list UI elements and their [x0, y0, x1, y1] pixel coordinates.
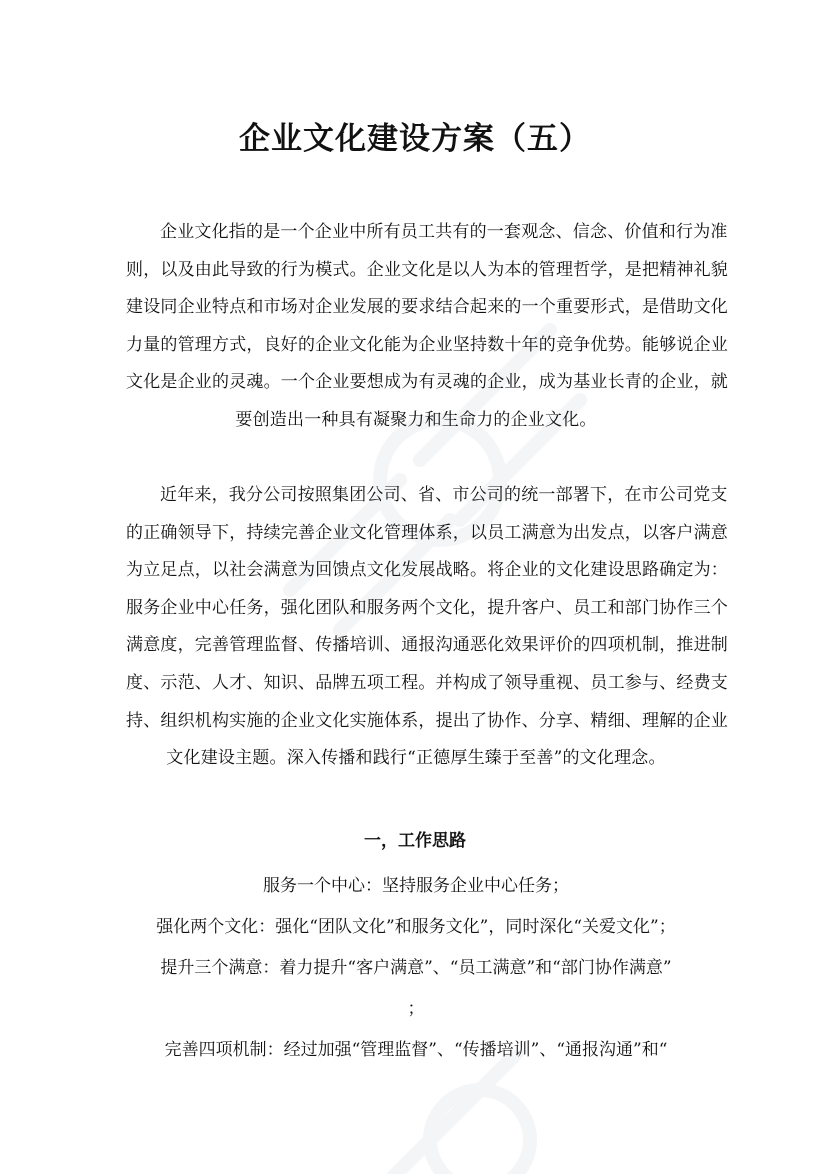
- list-item: 完善四项机制：经过加强“管理监督”、“传播培训”、“通报沟通”和“: [164, 1040, 668, 1060]
- paragraph-line: 文化是企业的灵魂。一个企业要想成为有灵魂的企业，成为基业长青的企业，就: [126, 372, 728, 393]
- list-item: ；: [407, 999, 425, 1019]
- section-heading: 一，工作思路: [364, 831, 466, 851]
- paragraph-line: 文化建设主题。深入传播和践行“正德厚生臻于至善”的文化理念。: [166, 748, 666, 769]
- paragraph-line: 满意度，完善管理监督、传播培训、通报沟通恶化效果评价的四项机制，推进制: [126, 635, 728, 656]
- paragraph-line: 则，以及由此导致的行为模式。企业文化是以人为本的管理哲学，是把精神礼貌: [126, 259, 728, 280]
- paragraph-line: 近年来，我分公司按照集团公司、省、市公司的统一部署下，在市公司党支: [160, 485, 728, 505]
- list-item: 服务一个中心：坚持服务企业中心任务；: [263, 876, 569, 896]
- intro-paragraph: [126, 214, 728, 440]
- work-items-list: [126, 866, 706, 1071]
- paragraph-line: 持、组织机构实施的企业文化实施体系，提出了协作、分享、精细、理解的企业: [126, 710, 728, 731]
- paragraph-line: 度、示范、人才、知识、品牌五项工程。并构成了领导重视、员工参与、经费支: [126, 672, 728, 693]
- paragraph-line: 的正确领导下，持续完善企业文化管理体系，以员工满意为出发点，以客户满意: [126, 522, 728, 543]
- document-title: 企业文化建设方案（五）: [239, 121, 591, 157]
- list-item: 提升三个满意：着力提升“客户满意”、“员工满意”和“部门协作满意”: [160, 958, 672, 978]
- paragraph-line: 企业文化指的是一个企业中所有员工共有的一套观念、信念、价值和行为准: [160, 222, 728, 242]
- second-paragraph: [126, 477, 728, 778]
- paragraph-line: 力量的管理方式，良好的企业文化能为企业坚持数十年的竞争优势。能够说企业: [126, 334, 728, 355]
- list-item: 强化两个文化：强化“团队文化”和服务文化”，同时深化“关爱文化”；: [156, 917, 676, 937]
- paragraph-line: 建设同企业特点和市场对企业发展的要求结合起来的一个重要形式，是借助文化: [126, 297, 728, 318]
- paragraph-line: 服务企业中心任务，强化团队和服务两个文化，提升客户、员工和部门协作三个: [126, 597, 728, 618]
- paragraph-line: 为立足点，以社会满意为回馈点文化发展战略。将企业的文化建设思路确定为：: [126, 560, 728, 581]
- paragraph-line: 要创造出一种具有凝聚力和生命力的企业文化。: [235, 409, 597, 430]
